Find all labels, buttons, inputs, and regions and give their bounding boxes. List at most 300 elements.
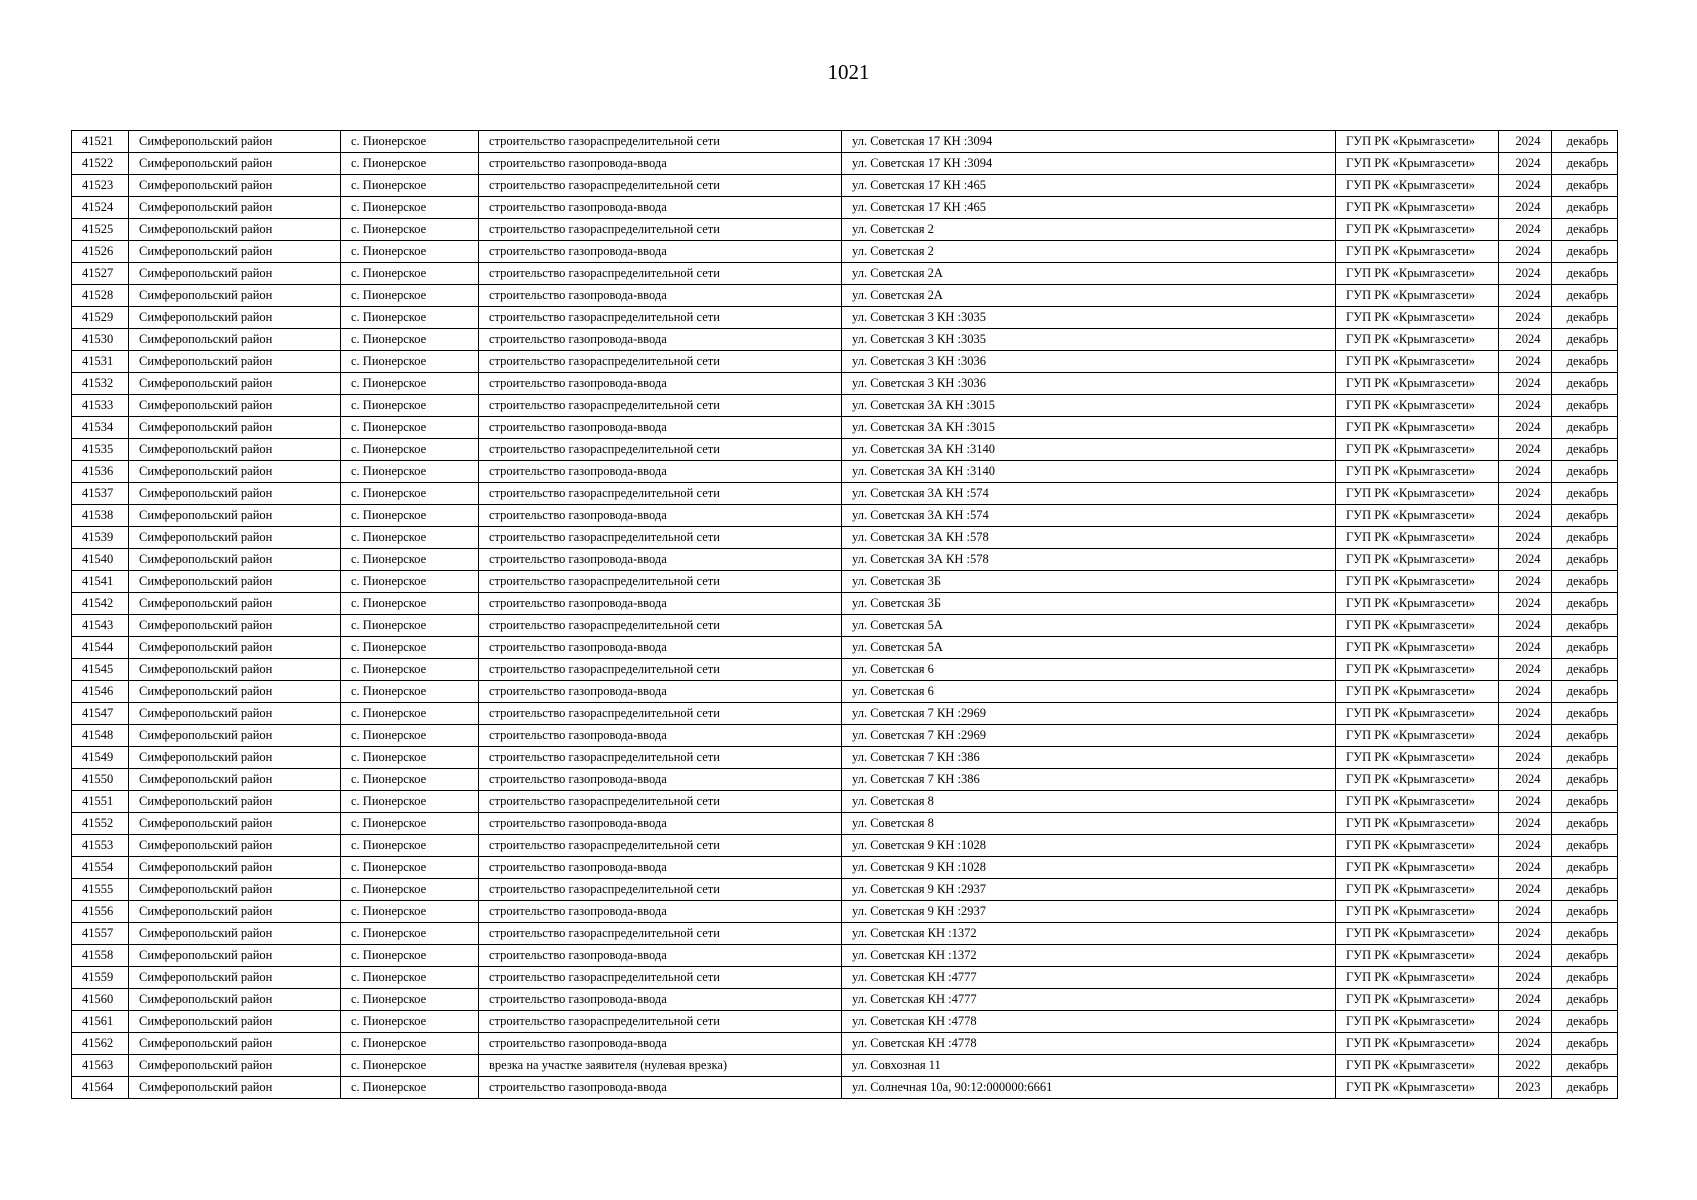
organization-cell: ГУП РК «Крымгазсети»: [1336, 395, 1499, 417]
row-number: 41527: [72, 263, 129, 285]
settlement-cell: с. Пионерское: [341, 241, 479, 263]
address-cell: ул. Советская 8: [842, 813, 1336, 835]
row-number: 41534: [72, 417, 129, 439]
district-cell: Симферопольский район: [129, 725, 341, 747]
organization-cell: ГУП РК «Крымгазсети»: [1336, 527, 1499, 549]
month-cell: декабрь: [1552, 461, 1618, 483]
month-cell: декабрь: [1552, 857, 1618, 879]
year-cell: 2024: [1499, 681, 1552, 703]
settlement-cell: с. Пионерское: [341, 571, 479, 593]
work-type-cell: строительство газораспределительной сети: [479, 395, 842, 417]
month-cell: декабрь: [1552, 241, 1618, 263]
organization-cell: ГУП РК «Крымгазсети»: [1336, 747, 1499, 769]
district-cell: Симферопольский район: [129, 527, 341, 549]
address-cell: ул. Советская 6: [842, 681, 1336, 703]
month-cell: декабрь: [1552, 725, 1618, 747]
year-cell: 2024: [1499, 659, 1552, 681]
row-number: 41525: [72, 219, 129, 241]
work-type-cell: строительство газопровода-ввода: [479, 989, 842, 1011]
month-cell: декабрь: [1552, 219, 1618, 241]
work-type-cell: строительство газопровода-ввода: [479, 329, 842, 351]
organization-cell: ГУП РК «Крымгазсети»: [1336, 571, 1499, 593]
district-cell: Симферопольский район: [129, 395, 341, 417]
settlement-cell: с. Пионерское: [341, 857, 479, 879]
year-cell: 2024: [1499, 637, 1552, 659]
year-cell: 2024: [1499, 923, 1552, 945]
row-number: 41523: [72, 175, 129, 197]
row-number: 41557: [72, 923, 129, 945]
row-number: 41544: [72, 637, 129, 659]
row-number: 41522: [72, 153, 129, 175]
settlement-cell: с. Пионерское: [341, 1077, 479, 1099]
address-cell: ул. Советская 17 КН :3094: [842, 131, 1336, 153]
organization-cell: ГУП РК «Крымгазсети»: [1336, 725, 1499, 747]
year-cell: 2024: [1499, 153, 1552, 175]
settlement-cell: с. Пионерское: [341, 769, 479, 791]
row-number: 41550: [72, 769, 129, 791]
year-cell: 2024: [1499, 571, 1552, 593]
row-number: 41548: [72, 725, 129, 747]
year-cell: 2024: [1499, 945, 1552, 967]
year-cell: 2024: [1499, 813, 1552, 835]
table-row: [72, 615, 1618, 637]
month-cell: декабрь: [1552, 769, 1618, 791]
table-row: [72, 835, 1618, 857]
address-cell: ул. Советская 9 КН :2937: [842, 879, 1336, 901]
address-cell: ул. Советская 5А: [842, 637, 1336, 659]
row-number: 41538: [72, 505, 129, 527]
address-cell: ул. Советская 17 КН :3094: [842, 153, 1336, 175]
organization-cell: ГУП РК «Крымгазсети»: [1336, 549, 1499, 571]
month-cell: декабрь: [1552, 945, 1618, 967]
district-cell: Симферопольский район: [129, 1077, 341, 1099]
district-cell: Симферопольский район: [129, 615, 341, 637]
settlement-cell: с. Пионерское: [341, 681, 479, 703]
organization-cell: ГУП РК «Крымгазсети»: [1336, 219, 1499, 241]
table-row: [72, 769, 1618, 791]
settlement-cell: с. Пионерское: [341, 637, 479, 659]
settlement-cell: с. Пионерское: [341, 527, 479, 549]
district-cell: Симферопольский район: [129, 637, 341, 659]
month-cell: декабрь: [1552, 483, 1618, 505]
district-cell: Симферопольский район: [129, 461, 341, 483]
organization-cell: ГУП РК «Крымгазсети»: [1336, 197, 1499, 219]
work-type-cell: строительство газораспределительной сети: [479, 703, 842, 725]
row-number: 41549: [72, 747, 129, 769]
organization-cell: ГУП РК «Крымгазсети»: [1336, 1033, 1499, 1055]
table-row: [72, 725, 1618, 747]
work-type-cell: строительство газопровода-ввода: [479, 637, 842, 659]
address-cell: ул. Совхозная 11: [842, 1055, 1336, 1077]
table-row: [72, 1077, 1618, 1099]
row-number: 41561: [72, 1011, 129, 1033]
month-cell: декабрь: [1552, 747, 1618, 769]
settlement-cell: с. Пионерское: [341, 417, 479, 439]
organization-cell: ГУП РК «Крымгазсети»: [1336, 307, 1499, 329]
table-row: [72, 329, 1618, 351]
organization-cell: ГУП РК «Крымгазсети»: [1336, 593, 1499, 615]
row-number: 41564: [72, 1077, 129, 1099]
row-number: 41555: [72, 879, 129, 901]
year-cell: 2024: [1499, 901, 1552, 923]
district-cell: Симферопольский район: [129, 131, 341, 153]
year-cell: 2024: [1499, 989, 1552, 1011]
address-cell: ул. Советская 5А: [842, 615, 1336, 637]
year-cell: 2024: [1499, 703, 1552, 725]
district-cell: Симферопольский район: [129, 813, 341, 835]
address-cell: ул. Советская 2: [842, 241, 1336, 263]
month-cell: декабрь: [1552, 527, 1618, 549]
district-cell: Симферопольский район: [129, 505, 341, 527]
address-cell: ул. Советская 3А КН :574: [842, 505, 1336, 527]
address-cell: ул. Советская 3А КН :578: [842, 527, 1336, 549]
month-cell: декабрь: [1552, 153, 1618, 175]
work-type-cell: строительство газораспределительной сети: [479, 175, 842, 197]
district-cell: Симферопольский район: [129, 857, 341, 879]
address-cell: ул. Солнечная 10а, 90:12:000000:6661: [842, 1077, 1336, 1099]
row-number: 41542: [72, 593, 129, 615]
work-type-cell: строительство газопровода-ввода: [479, 285, 842, 307]
settlement-cell: с. Пионерское: [341, 923, 479, 945]
district-cell: Симферопольский район: [129, 175, 341, 197]
month-cell: декабрь: [1552, 989, 1618, 1011]
work-type-cell: строительство газораспределительной сети: [479, 791, 842, 813]
organization-cell: ГУП РК «Крымгазсети»: [1336, 417, 1499, 439]
work-type-cell: строительство газопровода-ввода: [479, 1033, 842, 1055]
organization-cell: ГУП РК «Крымгазсети»: [1336, 967, 1499, 989]
year-cell: 2024: [1499, 219, 1552, 241]
district-cell: Симферопольский район: [129, 241, 341, 263]
table-row: [72, 945, 1618, 967]
work-type-cell: строительство газопровода-ввода: [479, 901, 842, 923]
settlement-cell: с. Пионерское: [341, 219, 479, 241]
address-cell: ул. Советская 2А: [842, 263, 1336, 285]
settlement-cell: с. Пионерское: [341, 593, 479, 615]
organization-cell: ГУП РК «Крымгазсети»: [1336, 153, 1499, 175]
table-row: [72, 263, 1618, 285]
address-cell: ул. Советская 7 КН :386: [842, 747, 1336, 769]
month-cell: декабрь: [1552, 285, 1618, 307]
organization-cell: ГУП РК «Крымгазсети»: [1336, 505, 1499, 527]
year-cell: 2024: [1499, 1011, 1552, 1033]
work-type-cell: строительство газопровода-ввода: [479, 241, 842, 263]
organization-cell: ГУП РК «Крымгазсети»: [1336, 659, 1499, 681]
work-type-cell: строительство газораспределительной сети: [479, 527, 842, 549]
row-number: 41536: [72, 461, 129, 483]
settlement-cell: с. Пионерское: [341, 175, 479, 197]
organization-cell: ГУП РК «Крымгазсети»: [1336, 263, 1499, 285]
address-cell: ул. Советская 9 КН :1028: [842, 857, 1336, 879]
table-row: [72, 857, 1618, 879]
district-cell: Симферопольский район: [129, 307, 341, 329]
organization-cell: ГУП РК «Крымгазсети»: [1336, 901, 1499, 923]
work-type-cell: строительство газораспределительной сети: [479, 747, 842, 769]
year-cell: 2022: [1499, 1055, 1552, 1077]
month-cell: декабрь: [1552, 659, 1618, 681]
year-cell: 2024: [1499, 263, 1552, 285]
address-cell: ул. Советская 9 КН :1028: [842, 835, 1336, 857]
address-cell: ул. Советская 7 КН :2969: [842, 725, 1336, 747]
organization-cell: ГУП РК «Крымгазсети»: [1336, 373, 1499, 395]
address-cell: ул. Советская 7 КН :2969: [842, 703, 1336, 725]
year-cell: 2024: [1499, 307, 1552, 329]
work-type-cell: строительство газопровода-ввода: [479, 153, 842, 175]
settlement-cell: с. Пионерское: [341, 615, 479, 637]
settlement-cell: с. Пионерское: [341, 395, 479, 417]
month-cell: декабрь: [1552, 1055, 1618, 1077]
year-cell: 2024: [1499, 175, 1552, 197]
address-cell: ул. Советская 9 КН :2937: [842, 901, 1336, 923]
settlement-cell: с. Пионерское: [341, 505, 479, 527]
work-type-cell: строительство газораспределительной сети: [479, 571, 842, 593]
settlement-cell: с. Пионерское: [341, 813, 479, 835]
month-cell: декабрь: [1552, 813, 1618, 835]
month-cell: декабрь: [1552, 571, 1618, 593]
district-cell: Симферопольский район: [129, 1011, 341, 1033]
year-cell: 2024: [1499, 285, 1552, 307]
page-number: 1021: [827, 60, 870, 84]
address-cell: ул. Советская 3 КН :3036: [842, 373, 1336, 395]
work-type-cell: строительство газораспределительной сети: [479, 1011, 842, 1033]
row-number: 41528: [72, 285, 129, 307]
address-cell: ул. Советская КН :1372: [842, 945, 1336, 967]
row-number: 41521: [72, 131, 129, 153]
organization-cell: ГУП РК «Крымгазсети»: [1336, 835, 1499, 857]
settlement-cell: с. Пионерское: [341, 835, 479, 857]
district-cell: Симферопольский район: [129, 703, 341, 725]
table-row: [72, 637, 1618, 659]
settlement-cell: с. Пионерское: [341, 791, 479, 813]
district-cell: Симферопольский район: [129, 439, 341, 461]
year-cell: 2024: [1499, 461, 1552, 483]
address-cell: ул. Советская КН :4777: [842, 967, 1336, 989]
month-cell: декабрь: [1552, 593, 1618, 615]
table-row: [72, 879, 1618, 901]
work-type-cell: строительство газопровода-ввода: [479, 769, 842, 791]
district-cell: Симферопольский район: [129, 769, 341, 791]
table-row: [72, 791, 1618, 813]
work-type-cell: строительство газораспределительной сети: [479, 835, 842, 857]
work-type-cell: строительство газораспределительной сети: [479, 615, 842, 637]
organization-cell: ГУП РК «Крымгазсети»: [1336, 461, 1499, 483]
month-cell: декабрь: [1552, 967, 1618, 989]
district-cell: Симферопольский район: [129, 879, 341, 901]
row-number: 41558: [72, 945, 129, 967]
work-type-cell: строительство газопровода-ввода: [479, 373, 842, 395]
table-row: [72, 571, 1618, 593]
registry-body: [72, 131, 1618, 1099]
table-row: [72, 439, 1618, 461]
work-type-cell: строительство газораспределительной сети: [479, 659, 842, 681]
year-cell: 2024: [1499, 527, 1552, 549]
organization-cell: ГУП РК «Крымгазсети»: [1336, 879, 1499, 901]
organization-cell: ГУП РК «Крымгазсети»: [1336, 241, 1499, 263]
table-row: [72, 681, 1618, 703]
month-cell: декабрь: [1552, 439, 1618, 461]
district-cell: Симферопольский район: [129, 989, 341, 1011]
year-cell: 2024: [1499, 791, 1552, 813]
work-type-cell: строительство газопровода-ввода: [479, 725, 842, 747]
address-cell: ул. Советская 17 КН :465: [842, 175, 1336, 197]
organization-cell: ГУП РК «Крымгазсети»: [1336, 857, 1499, 879]
table-row: [72, 153, 1618, 175]
table-row: [72, 197, 1618, 219]
year-cell: 2024: [1499, 483, 1552, 505]
organization-cell: ГУП РК «Крымгазсети»: [1336, 351, 1499, 373]
settlement-cell: с. Пионерское: [341, 989, 479, 1011]
organization-cell: ГУП РК «Крымгазсети»: [1336, 131, 1499, 153]
month-cell: декабрь: [1552, 549, 1618, 571]
settlement-cell: с. Пионерское: [341, 461, 479, 483]
table-row: [72, 703, 1618, 725]
year-cell: 2023: [1499, 1077, 1552, 1099]
address-cell: ул. Советская 2: [842, 219, 1336, 241]
settlement-cell: с. Пионерское: [341, 439, 479, 461]
table-row: [72, 241, 1618, 263]
year-cell: 2024: [1499, 505, 1552, 527]
organization-cell: ГУП РК «Крымгазсети»: [1336, 989, 1499, 1011]
work-type-cell: строительство газопровода-ввода: [479, 857, 842, 879]
work-type-cell: строительство газораспределительной сети: [479, 439, 842, 461]
address-cell: ул. Советская КН :1372: [842, 923, 1336, 945]
address-cell: ул. Советская КН :4778: [842, 1033, 1336, 1055]
table-row: [72, 461, 1618, 483]
row-number: 41537: [72, 483, 129, 505]
settlement-cell: с. Пионерское: [341, 1055, 479, 1077]
month-cell: декабрь: [1552, 1033, 1618, 1055]
organization-cell: ГУП РК «Крымгазсети»: [1336, 637, 1499, 659]
work-type-cell: строительство газопровода-ввода: [479, 461, 842, 483]
district-cell: Симферопольский район: [129, 373, 341, 395]
table-row: [72, 593, 1618, 615]
district-cell: Симферопольский район: [129, 549, 341, 571]
settlement-cell: с. Пионерское: [341, 307, 479, 329]
work-type-cell: строительство газопровода-ввода: [479, 417, 842, 439]
district-cell: Симферопольский район: [129, 945, 341, 967]
month-cell: декабрь: [1552, 175, 1618, 197]
table-row: [72, 813, 1618, 835]
district-cell: Симферопольский район: [129, 1055, 341, 1077]
row-number: 41543: [72, 615, 129, 637]
settlement-cell: с. Пионерское: [341, 153, 479, 175]
district-cell: Симферопольский район: [129, 197, 341, 219]
table-row: [72, 747, 1618, 769]
organization-cell: ГУП РК «Крымгазсети»: [1336, 703, 1499, 725]
row-number: 41540: [72, 549, 129, 571]
address-cell: ул. Советская 3А КН :574: [842, 483, 1336, 505]
year-cell: 2024: [1499, 593, 1552, 615]
month-cell: декабрь: [1552, 505, 1618, 527]
row-number: 41546: [72, 681, 129, 703]
year-cell: 2024: [1499, 835, 1552, 857]
district-cell: Симферопольский район: [129, 285, 341, 307]
work-type-cell: строительство газораспределительной сети: [479, 923, 842, 945]
table-row: [72, 1055, 1618, 1077]
row-number: 41559: [72, 967, 129, 989]
month-cell: декабрь: [1552, 131, 1618, 153]
year-cell: 2024: [1499, 725, 1552, 747]
row-number: 41533: [72, 395, 129, 417]
month-cell: декабрь: [1552, 1077, 1618, 1099]
settlement-cell: с. Пионерское: [341, 1033, 479, 1055]
row-number: 41547: [72, 703, 129, 725]
work-type-cell: строительство газораспределительной сети: [479, 483, 842, 505]
work-type-cell: строительство газораспределительной сети: [479, 967, 842, 989]
settlement-cell: с. Пионерское: [341, 373, 479, 395]
settlement-cell: с. Пионерское: [341, 263, 479, 285]
table-row: [72, 967, 1618, 989]
address-cell: ул. Советская 3А КН :3140: [842, 461, 1336, 483]
organization-cell: ГУП РК «Крымгазсети»: [1336, 681, 1499, 703]
row-number: 41529: [72, 307, 129, 329]
work-type-cell: строительство газопровода-ввода: [479, 681, 842, 703]
work-type-cell: строительство газораспределительной сети: [479, 263, 842, 285]
address-cell: ул. Советская 8: [842, 791, 1336, 813]
district-cell: Симферопольский район: [129, 835, 341, 857]
district-cell: Симферопольский район: [129, 923, 341, 945]
address-cell: ул. Советская 7 КН :386: [842, 769, 1336, 791]
district-cell: Симферопольский район: [129, 967, 341, 989]
address-cell: ул. Советская КН :4778: [842, 1011, 1336, 1033]
address-cell: ул. Советская 3Б: [842, 571, 1336, 593]
district-cell: Симферопольский район: [129, 263, 341, 285]
address-cell: ул. Советская 17 КН :465: [842, 197, 1336, 219]
table-row: [72, 285, 1618, 307]
organization-cell: ГУП РК «Крымгазсети»: [1336, 945, 1499, 967]
work-type-cell: строительство газопровода-ввода: [479, 549, 842, 571]
table-row: [72, 219, 1618, 241]
row-number: 41556: [72, 901, 129, 923]
district-cell: Симферопольский район: [129, 659, 341, 681]
year-cell: 2024: [1499, 769, 1552, 791]
organization-cell: ГУП РК «Крымгазсети»: [1336, 813, 1499, 835]
work-type-cell: строительство газораспределительной сети: [479, 879, 842, 901]
settlement-cell: с. Пионерское: [341, 285, 479, 307]
district-cell: Симферопольский район: [129, 153, 341, 175]
year-cell: 2024: [1499, 197, 1552, 219]
month-cell: декабрь: [1552, 791, 1618, 813]
year-cell: 2024: [1499, 351, 1552, 373]
district-cell: Симферопольский район: [129, 571, 341, 593]
month-cell: декабрь: [1552, 307, 1618, 329]
settlement-cell: с. Пионерское: [341, 351, 479, 373]
month-cell: декабрь: [1552, 263, 1618, 285]
year-cell: 2024: [1499, 747, 1552, 769]
settlement-cell: с. Пионерское: [341, 725, 479, 747]
month-cell: декабрь: [1552, 901, 1618, 923]
district-cell: Симферопольский район: [129, 747, 341, 769]
district-cell: Симферопольский район: [129, 681, 341, 703]
row-number: 41552: [72, 813, 129, 835]
address-cell: ул. Советская 3А КН :3015: [842, 395, 1336, 417]
settlement-cell: с. Пионерское: [341, 197, 479, 219]
settlement-cell: с. Пионерское: [341, 329, 479, 351]
year-cell: 2024: [1499, 549, 1552, 571]
table-row: [72, 527, 1618, 549]
address-cell: ул. Советская 3 КН :3035: [842, 329, 1336, 351]
address-cell: ул. Советская 6: [842, 659, 1336, 681]
work-type-cell: врезка на участке заявителя (нулевая врезка): [479, 1055, 842, 1077]
year-cell: 2024: [1499, 1033, 1552, 1055]
row-number: 41562: [72, 1033, 129, 1055]
district-cell: Симферопольский район: [129, 791, 341, 813]
month-cell: декабрь: [1552, 681, 1618, 703]
settlement-cell: с. Пионерское: [341, 131, 479, 153]
address-cell: ул. Советская 3 КН :3035: [842, 307, 1336, 329]
row-number: 41531: [72, 351, 129, 373]
row-number: 41563: [72, 1055, 129, 1077]
district-cell: Симферопольский район: [129, 351, 341, 373]
